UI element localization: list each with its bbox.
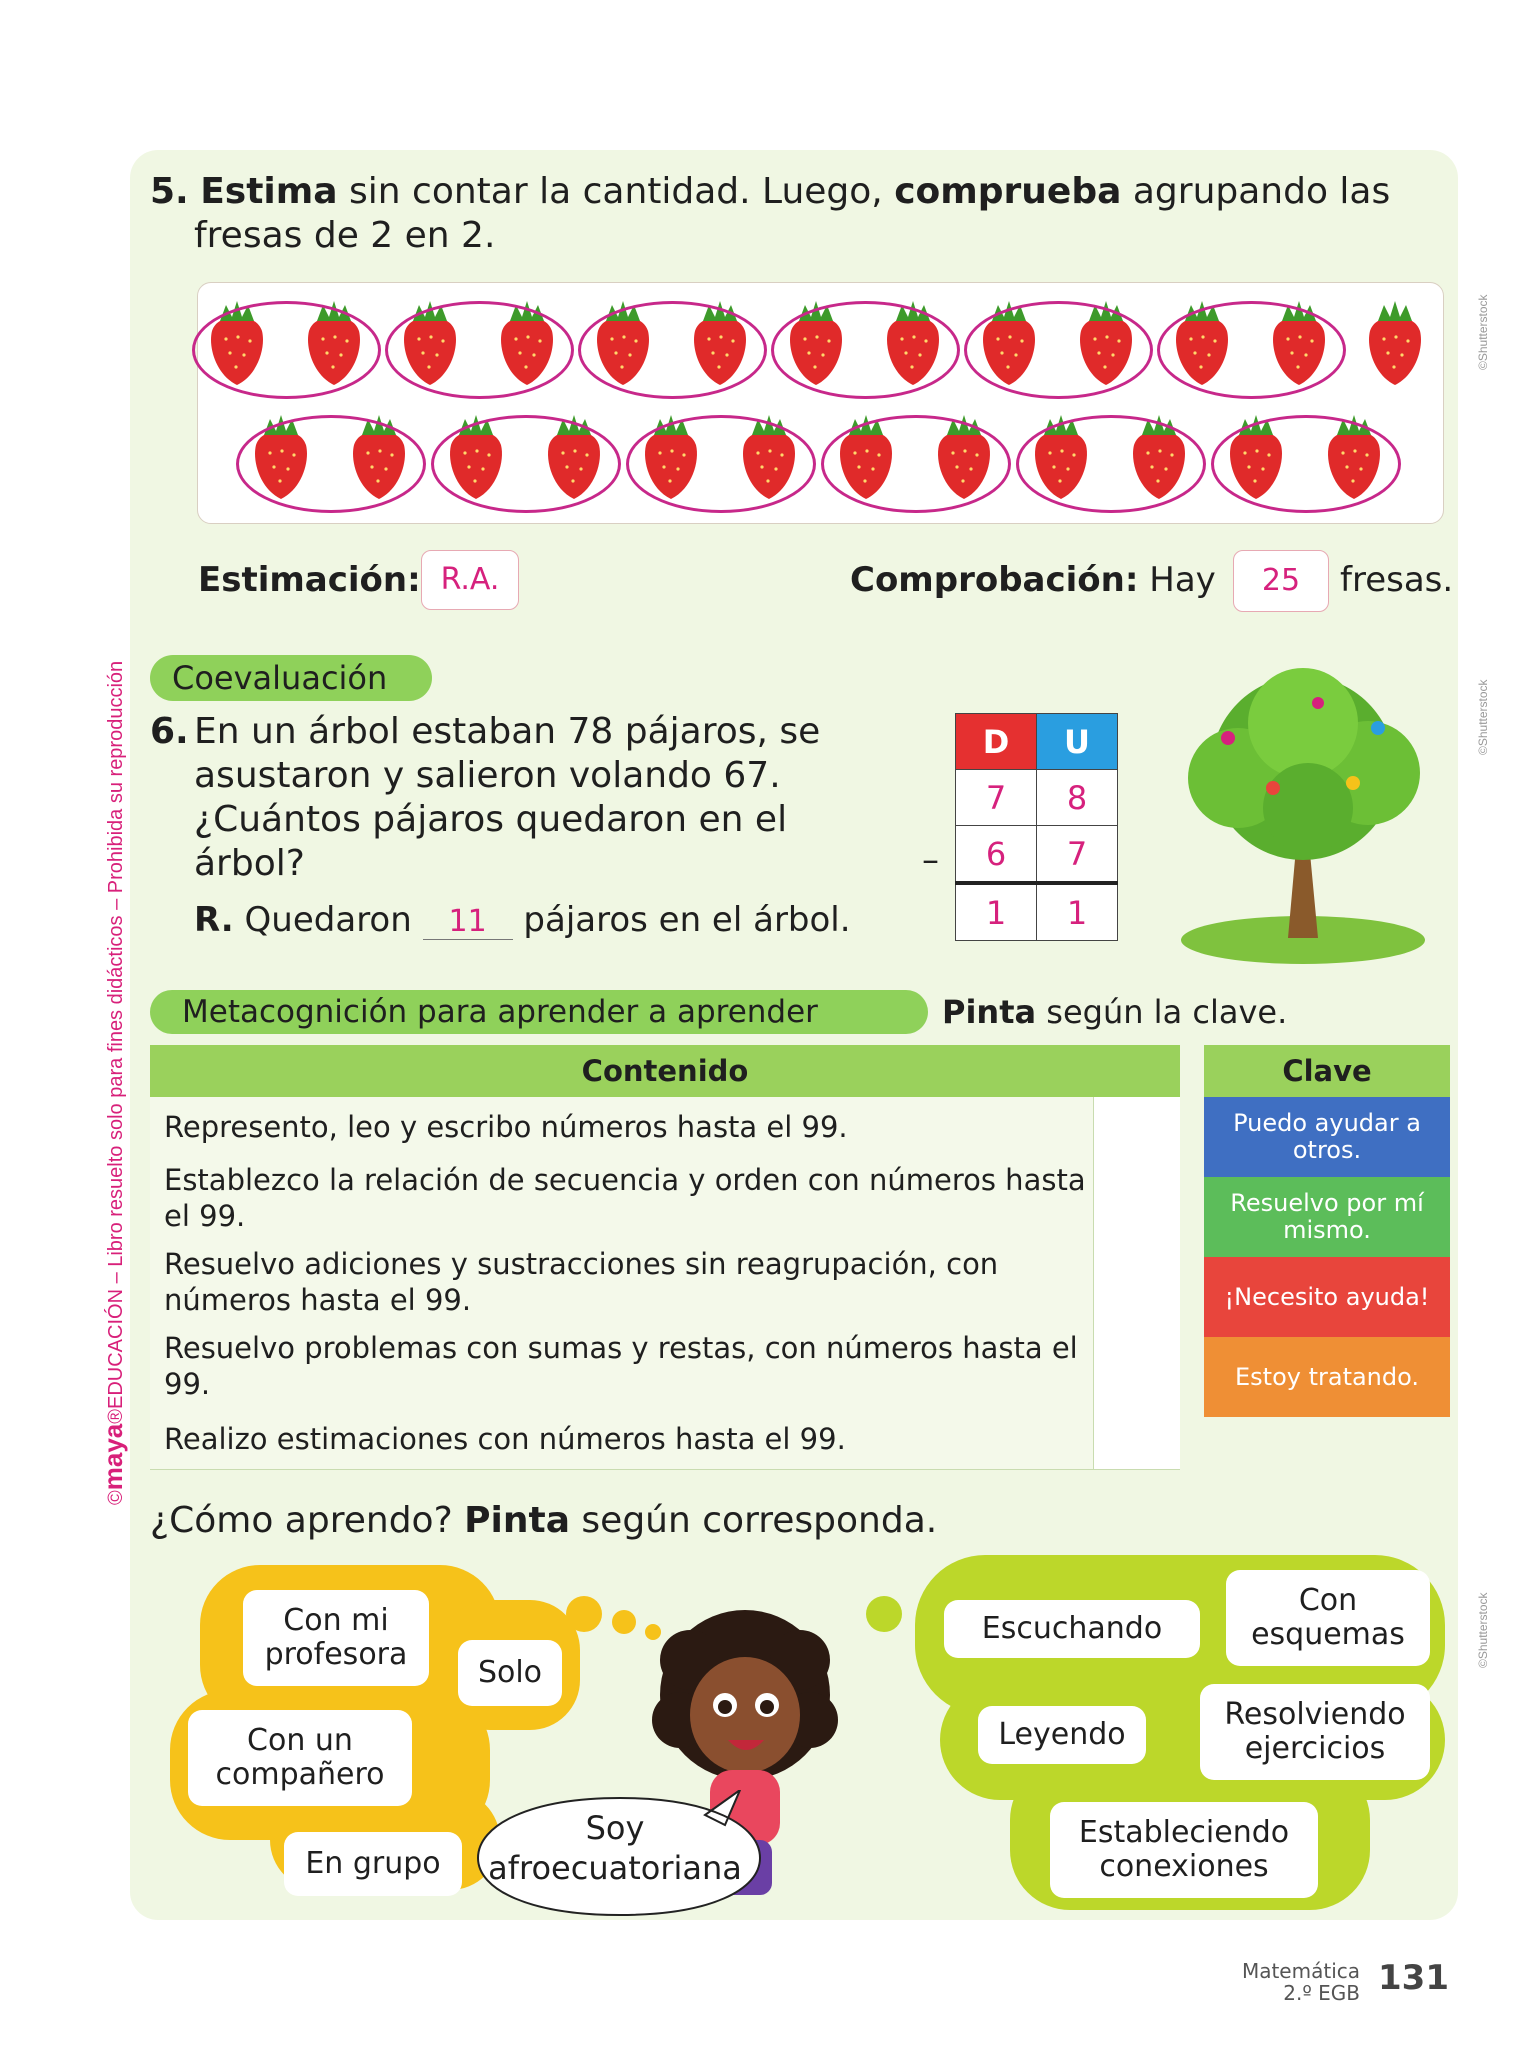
comprobacion-line: Comprobación: Hay [850,560,1216,600]
strawberry-area [197,282,1444,524]
key-need-help: ¡Necesito ayuda! [1204,1257,1450,1337]
content-row: Resuelvo adiciones y sustracciones sin reagrupación, con números hasta el 99. [150,1241,1180,1326]
tree-illustration [1168,668,1438,968]
key-by-myself: Resuelvo por mí mismo. [1204,1177,1450,1257]
paint-cell[interactable] [1093,1097,1180,1157]
question-6: 6. En un árbol estaban 78 pájaros, se asustaron y salieron volando 67. ¿Cuántos pájaros quedaron en el árbol? [150,711,821,884]
place-value-table [955,713,1118,941]
key-trying: Estoy tratando. [1204,1337,1450,1417]
metacognicion-instruction: Pinta según la clave. [942,993,1288,1031]
paint-cell[interactable] [1093,1157,1180,1241]
pair-oval [771,301,960,399]
question-5: 5. Estima sin contar la cantidad. Luego, comprueba agrupando las fresas de 2 en 2. [150,171,1391,256]
option-con-un-companero[interactable]: Con un compañero [188,1710,412,1806]
photo-credit: ©Shutterstock [1476,294,1490,370]
result-d[interactable]: 1 [956,883,1037,941]
cell-d1: 7 [956,770,1037,826]
minus-sign: – [922,840,939,880]
content-header: Contenido [150,1045,1180,1097]
key-header: Clave [1204,1045,1450,1097]
pair-oval [1157,301,1346,399]
content-row: Realizo estimaciones con números hasta el 99. [150,1409,1180,1470]
pair-oval [578,301,767,399]
paint-cell[interactable] [1093,1241,1180,1325]
photo-credit: ©Shutterstock [1476,679,1490,755]
cell-d2: 6 [956,826,1037,884]
copyright-sidebar: ©maya®EDUCACIÓN – Libro resuelto solo para fines didácticos – Prohibida su reproducción [98,660,128,1505]
header-d: D [956,714,1037,770]
paint-cell[interactable] [1093,1409,1180,1469]
pair-oval [385,301,574,399]
thought-dot [612,1610,636,1634]
page-number: 131 [1378,1958,1449,1998]
option-en-grupo[interactable]: En grupo [284,1832,462,1896]
estimacion-label: Estimación: [198,560,421,600]
option-con-esquemas[interactable]: Con esquemas [1226,1570,1430,1666]
pair-oval [236,415,426,513]
pair-oval [626,415,816,513]
pair-oval [964,301,1153,399]
content-row: Establezco la relación de secuencia y orden con números hasta el 99. [150,1157,1180,1242]
content-row: Represento, leo y escribo números hasta el 99. [150,1097,1180,1158]
footer-subject: Matemática 2.º EGB [1241,1959,1360,2005]
option-resolviendo-ejercicios[interactable]: Resolviendo ejercicios [1200,1684,1430,1780]
option-con-mi-profesora[interactable]: Con mi profesora [243,1590,429,1686]
how-i-learn-question: ¿Cómo aprendo? Pinta según corresponda. [150,1500,938,1541]
coevaluacion-label: Coevaluación [150,655,432,701]
comprobacion-answer[interactable]: 25 [1233,550,1329,612]
header-u: U [1037,714,1118,770]
question-6-answer: R. Quedaron 11 pájaros en el árbol. [194,900,851,940]
paint-cell[interactable] [1093,1325,1180,1409]
thought-dot [866,1596,902,1632]
speech-text: Soy afroecuatoriana [488,1809,742,1887]
pair-oval [821,415,1011,513]
option-estableciendo-conexiones[interactable]: Estableciendo conexiones [1050,1802,1318,1898]
photo-credit: ©Shutterstock [1476,1592,1490,1668]
strawberry [1364,297,1426,389]
content-row: Resuelvo problemas con sumas y restas, con números hasta el 99. [150,1325,1180,1410]
pair-oval [431,415,621,513]
key-help-others: Puedo ayudar a otros. [1204,1097,1450,1177]
comprobacion-end: fresas. [1340,560,1454,600]
result-u[interactable]: 1 [1037,883,1118,941]
thought-dot [566,1596,602,1632]
cell-u1: 8 [1037,770,1118,826]
pair-oval [192,301,381,399]
pair-oval [1016,415,1206,513]
option-solo[interactable]: Solo [458,1640,562,1706]
metacognicion-label: Metacognición para aprender a aprender [150,990,928,1034]
option-escuchando[interactable]: Escuchando [944,1600,1200,1658]
birds-answer[interactable]: 11 [423,904,513,940]
estimacion-answer[interactable]: R.A. [421,550,519,610]
pair-oval [1211,415,1401,513]
option-leyendo[interactable]: Leyendo [978,1706,1146,1764]
cell-u2: 7 [1037,826,1118,884]
